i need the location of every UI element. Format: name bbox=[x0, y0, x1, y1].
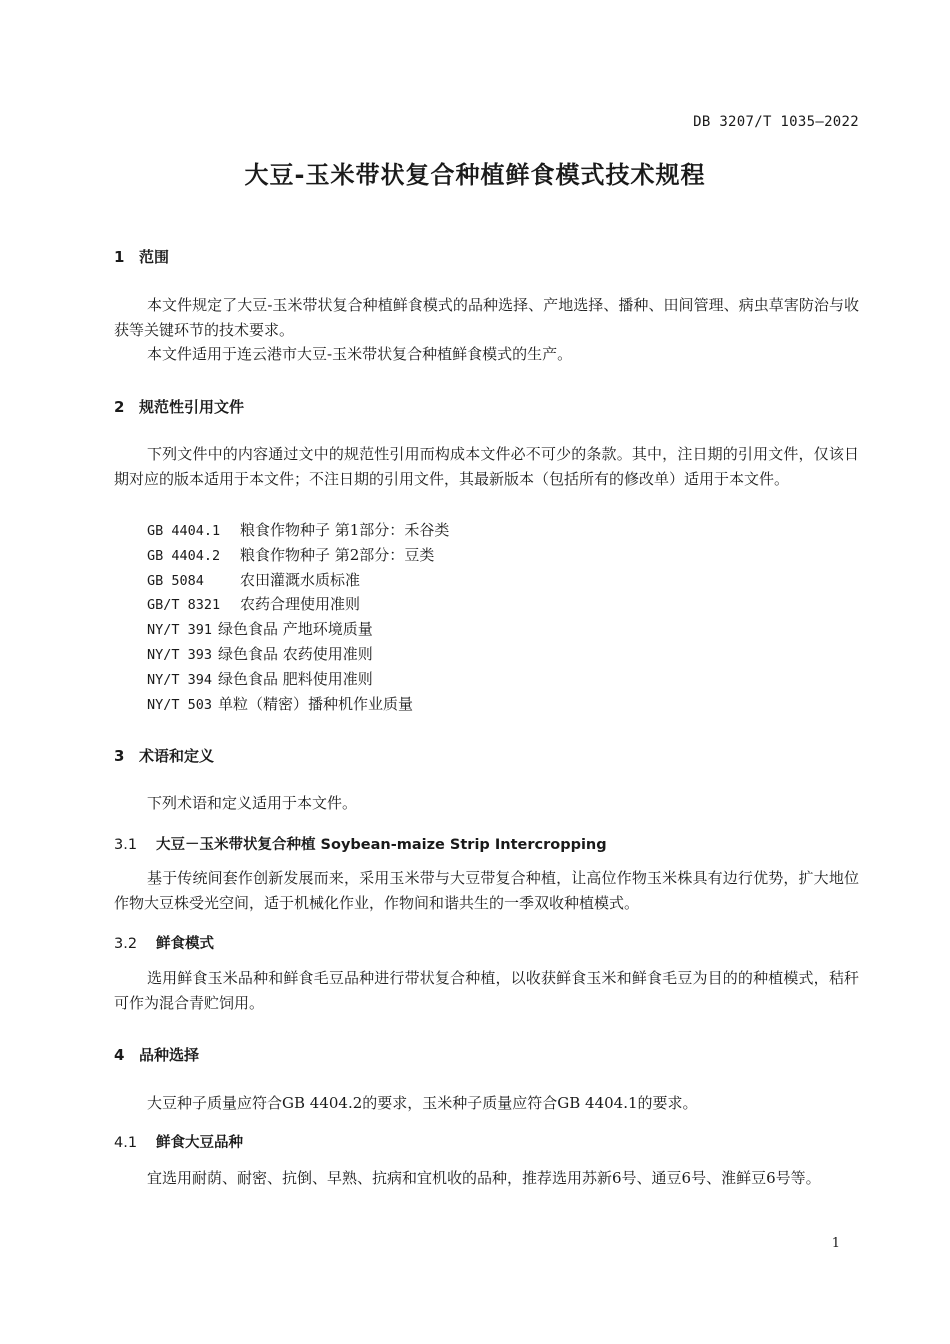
standard-code: DB 3207/T 1035—2022 bbox=[693, 114, 859, 130]
reference-name: 绿色食品 农药使用准则 bbox=[218, 644, 373, 663]
subsection-4-1-heading bbox=[114, 1131, 243, 1152]
subsection-number: 4.1 bbox=[114, 1135, 138, 1151]
subsection-title: 鲜食模式 bbox=[156, 936, 214, 952]
document-title: 大豆-玉米带状复合种植鲜食模式技术规程 bbox=[244, 161, 706, 189]
subsection-number: 3.1 bbox=[114, 837, 138, 853]
reference-name: 粮食作物种子 第1部分：禾谷类 bbox=[240, 521, 450, 539]
section-title: 范围 bbox=[139, 248, 170, 266]
reference-name: 农药合理使用准则 bbox=[240, 595, 361, 614]
reference-code: GB 4404.1 bbox=[147, 523, 221, 539]
section-2-heading bbox=[114, 396, 244, 417]
subsection-title: 大豆－玉米带状复合种植 Soybean-maize Strip Intercropping bbox=[156, 837, 607, 853]
paragraph: 基于传统间套作创新发展而来，采用玉米带与大豆带复合种植，让高位作物玉米株具有边行优势，扩大地位作物大豆株受光空间，适于机械化作业，作物间和谐共生的一季双收种植模式。 bbox=[114, 869, 859, 912]
section-title: 规范性引用文件 bbox=[139, 398, 245, 416]
subsection-3-1-heading bbox=[114, 833, 607, 854]
reference-code: GB 4404.2 bbox=[147, 547, 221, 564]
reference-item bbox=[147, 642, 449, 667]
paragraph: 大豆种子质量应符合GB 4404.2的要求，玉米种子质量应符合GB 4404.1的要求。 bbox=[147, 1094, 698, 1112]
reference-name: 绿色食品 肥料使用准则 bbox=[218, 669, 373, 688]
section-number: 3 bbox=[114, 747, 125, 765]
section-number: 4 bbox=[114, 1046, 125, 1064]
reference-item bbox=[147, 543, 449, 568]
paragraph: 宜选用耐荫、耐密、抗倒、早熟、抗病和宜机收的品种，推荐选用苏新6号、通豆6号、淮鲜豆6号等。 bbox=[147, 1169, 821, 1187]
reference-list bbox=[147, 518, 449, 716]
reference-code: NY/T 393 bbox=[147, 646, 213, 663]
reference-code: GB/T 8321 bbox=[147, 597, 221, 614]
reference-name: 粮食作物种子 第2部分：豆类 bbox=[240, 545, 435, 564]
paragraph: 本文件适用于连云港市大豆-玉米带状复合种植鲜食模式的生产。 bbox=[147, 345, 573, 363]
section-title: 品种选择 bbox=[139, 1046, 200, 1064]
reference-item bbox=[147, 592, 449, 617]
paragraph: 选用鲜食玉米品种和鲜食毛豆品种进行带状复合种植，以收获鲜食玉米和鲜食毛豆为目的的种植模式，秸秆可作为混合青贮饲用。 bbox=[114, 969, 859, 1012]
paragraph: 下列文件中的内容通过文中的规范性引用而构成本文件必不可少的条款。其中，注日期的引用文件，仅该日期对应的版本适用于本文件；不注日期的引用文件，其最新版本（包括所有的修改单）适用于本文件。 bbox=[114, 445, 859, 488]
reference-code: NY/T 394 bbox=[147, 671, 213, 688]
reference-name: 单粒（精密）播种机作业质量 bbox=[218, 694, 414, 713]
reference-name: 绿色食品 产地环境质量 bbox=[218, 620, 373, 639]
reference-item bbox=[147, 568, 449, 593]
reference-item bbox=[147, 667, 449, 692]
paragraph: 本文件规定了大豆-玉米带状复合种植鲜食模式的品种选择、产地选择、播种、田间管理、病虫草害防治与收获等关键环节的技术要求。 bbox=[114, 296, 859, 339]
reference-item bbox=[147, 518, 449, 543]
subsection-title: 鲜食大豆品种 bbox=[156, 1135, 243, 1151]
reference-item bbox=[147, 692, 449, 717]
section-title: 术语和定义 bbox=[139, 747, 215, 765]
reference-code: GB 5084 bbox=[147, 572, 204, 589]
section-4-heading bbox=[114, 1044, 199, 1065]
paragraph: 下列术语和定义适用于本文件。 bbox=[147, 794, 358, 812]
reference-name: 农田灌溉水质标准 bbox=[240, 570, 361, 589]
subsection-number: 3.2 bbox=[114, 936, 138, 952]
reference-item bbox=[147, 617, 449, 642]
section-3-heading bbox=[114, 745, 214, 766]
reference-code: NY/T 391 bbox=[147, 622, 213, 639]
page-number: 1 bbox=[831, 1236, 840, 1251]
subsection-3-2-heading bbox=[114, 932, 214, 953]
section-number: 1 bbox=[114, 248, 125, 266]
section-number: 2 bbox=[114, 398, 125, 416]
reference-code: NY/T 503 bbox=[147, 696, 213, 713]
section-1-heading bbox=[114, 246, 169, 267]
